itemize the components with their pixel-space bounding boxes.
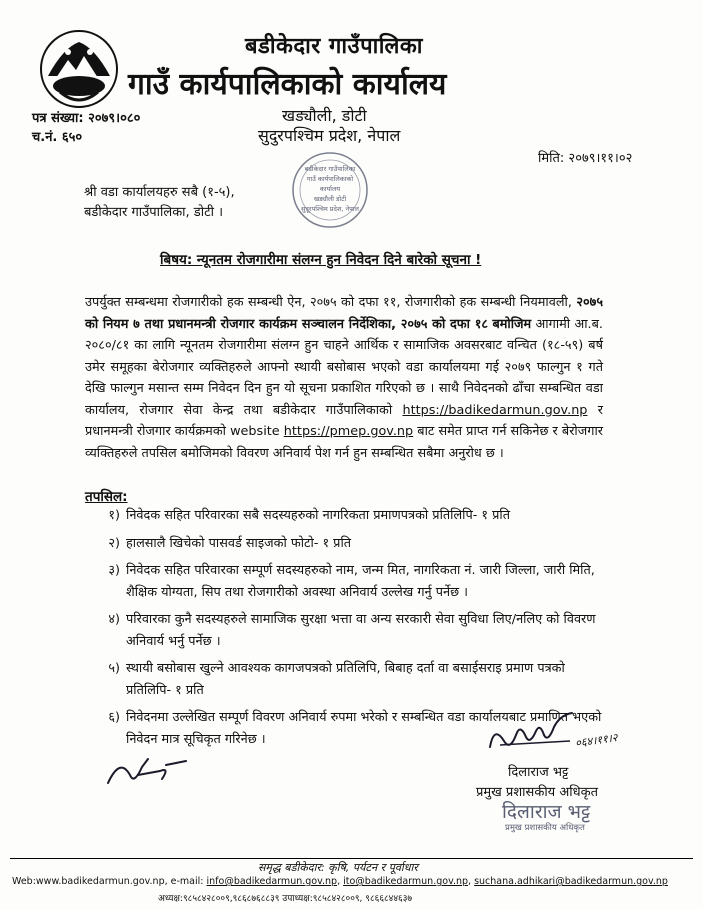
- signature-handwritten-date: ०६४।११।२: [574, 731, 619, 750]
- list-item: [85, 609, 605, 652]
- recipient-line-1: श्री वडा कार्यालयहरु सबै (१-५),: [84, 185, 235, 200]
- stamp-line-4: सुदूरपश्चिम प्रदेश, नेपाल: [301, 205, 359, 213]
- recipient-line-2: बडीकेदार गाउँपालिका, डोटी ।: [84, 205, 224, 220]
- subject-line: बिषय: न्यूनतम रोजगारीमा संलग्न हुन निवेदन दिने बारेको सूचना !: [160, 252, 482, 268]
- signatory-title: प्रमुख प्रशासकीय अधिकृत: [476, 785, 599, 800]
- recipient-block: [84, 183, 235, 223]
- name-stamp: दिलाराज भट्ट: [502, 801, 591, 823]
- list-item-number: १): [108, 508, 120, 523]
- email-ito-link[interactable]: ito@badikedarmun.gov.np: [343, 876, 469, 887]
- list-item-number: २): [108, 535, 120, 551]
- details-heading: तपसिल:: [85, 489, 128, 505]
- municipality-name: बडीकेदार गाउँपालिका: [245, 34, 424, 59]
- footer-phones: अध्यक्ष:९८५८४२८००९,९८६८७६८८३९ उपाध्यक्ष:९८५८४२८००९, ९८६६८४४६३७: [158, 894, 413, 904]
- list-item: [85, 505, 605, 527]
- list-item-number: ३): [108, 563, 120, 578]
- left-signature: [100, 745, 195, 795]
- list-item: [85, 658, 605, 701]
- dispatch-number: च.नं. ६५०: [32, 130, 83, 145]
- email-info-link[interactable]: info@badikedarmun.gov.np: [206, 876, 338, 887]
- footer-motto: समृद्ध बडीकेदार: कृषि, पर्यटन र पूर्वाधार: [258, 861, 418, 874]
- list-item-text: परिवारका कुनै सदस्यहरुले सामाजिक सुरक्षा भत्ता वा अन्य सरकारी सेवा सुविधा लिए/नलिए को विवरण अनिवार्य भर्नु पर्नेछ ।: [126, 612, 596, 649]
- footer-web-prefix: Web:www.badikedarmun.gov.np, e-mail:: [12, 876, 207, 887]
- body-text-2: २०७५ को नियम ७ तथा प्रधानमन्त्री रोजगार कार्यक्रम सञ्चालन निर्देशिका, २०७५ को दफा १८: [85, 295, 603, 332]
- list-item-number: ५): [108, 661, 120, 676]
- officer-signature: [480, 705, 590, 760]
- municipality-website-link[interactable]: https://badikedarmun.gov.np: [402, 402, 588, 418]
- title-stamp: प्रमुख प्रशासकीय अधिकृत: [505, 823, 585, 833]
- list-item-text: स्थायी बसोबास खुल्ने आवश्यक कागजपत्रको प्रतिलिपि, बिबाह दर्ता वा बसाईसराइ प्रमाण पत्रको प्रतिलिपि- १ प्रति: [126, 661, 565, 698]
- list-item-text: निवेदक सहित परिवारका सम्पूर्ण सदस्यहरुको नाम, जन्म मित, नागरिकता नं. जारी जिल्ला, जारी मिति, शैक्षिक योग्यता, सिप तथा रोजगारीको अवस्था अनिवार्य उल्लेख गर्नु पर्नेछ ।: [126, 563, 595, 600]
- body-text-1: उपर्युक्त सम्बन्धमा रोजगारीको हक सम्बन्धी ऐन, २०७५ को दफा ११, रोजगारीको हक सम्बन्धी नियमावली,: [85, 295, 572, 310]
- list-item-text: निवेदनमा उल्लेखित सम्पूर्ण विवरण अनिवार्य रुपमा भरेको र सम्बन्धित वडा कार्यालयबाट प्रमाणित भएको निवेदन मात्र सूचिकृत गरिनेछ ।: [126, 710, 602, 747]
- list-item-number: ६): [108, 710, 120, 725]
- footer-contact: Web:www.badikedarmun.gov.np, e-mail: info@badikedarmun.gov.np, ito@badikedarmun.gov.np, suchana.adhikari@badikedarmun.gov.np: [12, 876, 668, 887]
- list-item-number: ४): [108, 612, 120, 627]
- office-name: गाउँ कार्यपालिकाको कार्यालय: [128, 67, 447, 102]
- signatory-name: दिलाराज भट्ट: [508, 765, 569, 780]
- address-line-1: खड्यौली, डोटी: [282, 106, 367, 125]
- footer-divider: [10, 858, 693, 859]
- address-line-2: सुदुरपश्चिम प्रदेश, नेपाल: [258, 126, 401, 145]
- stamp-line-2: गाउँ कार्यपालिकाको कार्यालय: [306, 175, 354, 193]
- body-text-3b: आगामी आ.ब. २०८०/८१ का लागि न्यूनतम रोजगारीमा संलग्न हुन चाहने आर्थिक र सामाजिक अवसरबाट वन्चित (१८-५९) बर्ष उमेर समूहका बेरोजगार व्यक्तिहरुले आफ्नो स्थायी बसोबास भएको वडा कार्यालयमा गई २०७९ फाल्गुन १ गते देखि फाल्गुन मसान्त सम्म निवेदन दिन हुन यो सूचना प्रकाशित गरिएको छ । साथै निवेदनको ढाँचा सम्बन्धित वडा कार्यालय, रोजगार सेवा केन्द्र तथा बडीकेदार गाउँपालिकाको: [85, 316, 603, 418]
- list-item: [85, 533, 605, 555]
- list-item-text: हालसालै खिचेको पासवर्ड साइजको फोटो- १ प्रति: [126, 535, 352, 551]
- list-item: [85, 560, 605, 603]
- office-stamp: [290, 150, 370, 230]
- pmep-website-link[interactable]: https://pmep.gov.np: [283, 424, 414, 439]
- body-text-4: र प्रधानमन्त्री रोजगार कार्यक्रमको website: [85, 402, 603, 439]
- stamp-line-3: खड्यौली डोटी: [313, 195, 347, 203]
- letter-date: मिति: २०७९।११।०२: [538, 151, 633, 166]
- notice-body: [85, 292, 603, 464]
- reference-number: पत्र संख्या: २०७९।०८०: [32, 111, 141, 126]
- body-text-5: बाट समेत प्राप्त गर्न सकिनेछ र बेरोजगार व्यक्तिहरुले तपसिल बमोजिमको विवरण अनिवार्य पेश गर्न हुन सम्बन्धित सबैमा अनुरोध छ ।: [85, 424, 603, 461]
- list-item-text: निवेदक सहित परिवारका सबै सदस्यहरुको नागरिकता प्रमाणपत्रको प्रतिलिपि- १ प्रति: [126, 508, 511, 523]
- stamp-line-1: बडीकेदार गाउँपालिका: [304, 165, 356, 173]
- body-text-3a: बमोजिम: [492, 316, 532, 332]
- email-suchana-link[interactable]: suchana.adhikari@badikedarmun.gov.np: [474, 876, 668, 887]
- nepal-emblem-logo: [38, 28, 120, 110]
